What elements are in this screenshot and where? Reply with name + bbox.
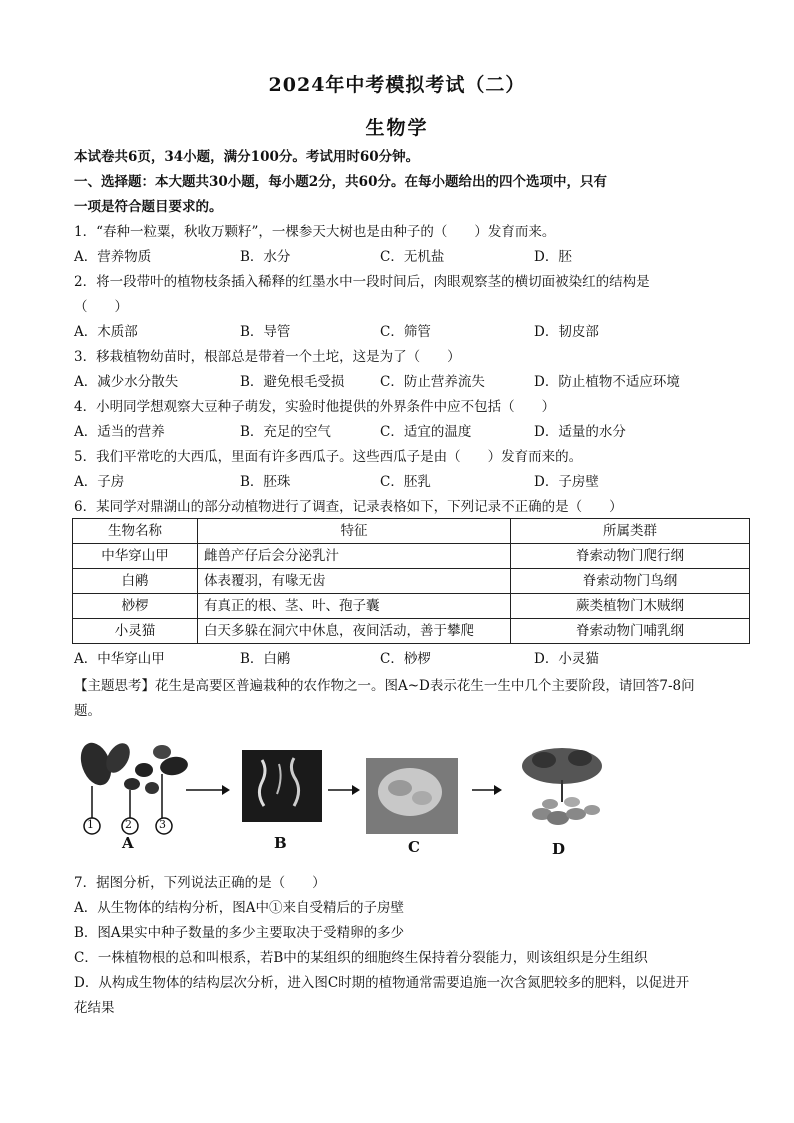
question-1-option-d: D．胚	[534, 249, 572, 265]
section-heading-line1: 一、选择题：本大题共30小题，每小题2分，共60分。在每小题给出的四个选项中，只有	[74, 174, 607, 190]
question-7-option-d: D．从构成生物体的结构层次分析，进入图C时期的植物通常需要追施一次含氮肥较多的肥料，以促进开	[74, 975, 690, 991]
theme-intro-line1: 【主题思考】花生是高要区普遍栽种的农作物之一。图A~D表示花生一生中几个主要阶段，请回答7-8问	[74, 678, 695, 694]
table-cell: 蕨类植物门木贼纲	[511, 594, 750, 619]
question-1-option-b: B．水分	[240, 249, 291, 265]
question-7-option-d-cont: 花结果	[74, 1000, 115, 1016]
figure-label-b: B	[274, 834, 287, 852]
question-4-option-a: A．适当的营养	[74, 424, 165, 440]
question-6-option-d: D．小灵猫	[534, 651, 599, 667]
figure-c-seedling	[366, 758, 458, 834]
question-1-option-c: C．无机盐	[380, 249, 445, 265]
question-5-option-b: B．胚珠	[240, 474, 291, 490]
question-7-option-b: B．图A果实中种子数量的多少主要取决于受精卵的多少	[74, 925, 405, 941]
question-4-option-d: D．适量的水分	[534, 424, 626, 440]
question-2-option-a: A．木质部	[74, 324, 138, 340]
question-7-option-c: C．一株植物根的总和叫根系，若B中的某组织的细胞终生保持着分裂能力，则该组织是分生组织	[74, 950, 648, 966]
question-4-option-b: B．充足的空气	[240, 424, 331, 440]
survey-table	[72, 518, 750, 644]
figure-label-a: A	[122, 834, 134, 852]
table-cell: 小灵猫	[73, 619, 198, 644]
question-3-stem: 3．移栽植物幼苗时，根部总是带着一个土坨，这是为了（ ）	[74, 349, 461, 365]
marker-2: 2	[125, 818, 132, 831]
question-4-stem: 4．小明同学想观察大豆种子萌发，实验时他提供的外界条件中应不包括（ ）	[74, 399, 556, 415]
question-5-option-a: A．子房	[74, 474, 125, 490]
question-1-stem: 1．“春种一粒粟，秋收万颗籽”，一棵参天大树也是由种子的（ ）发育而来。	[74, 224, 556, 240]
table-cell: 雌兽产仔后会分泌乳汁	[198, 544, 511, 569]
theme-intro-line2: 题。	[74, 703, 101, 719]
question-6-option-b: B．白鹇	[240, 651, 291, 667]
table-header-cell: 特征	[198, 519, 511, 544]
peanut-lifecycle-figure	[74, 730, 654, 862]
table-row	[73, 569, 750, 594]
table-header-cell: 生物名称	[73, 519, 198, 544]
table-row	[73, 619, 750, 644]
question-2-stem-cont: （ ）	[74, 299, 128, 315]
question-6-option-a: A．中华穿山甲	[74, 651, 165, 667]
table-cell: 桫椤	[73, 594, 198, 619]
question-7-option-a: A．从生物体的结构分析，图A中①来自受精后的子房壁	[74, 900, 404, 916]
question-4-options	[74, 422, 724, 442]
figure-label-d: D	[552, 840, 566, 858]
question-2-option-c: C．筛管	[380, 324, 431, 340]
table-cell: 体表覆羽，有喙无齿	[198, 569, 511, 594]
table-header-row	[73, 519, 750, 544]
table-row	[73, 594, 750, 619]
question-1-option-a: A．营养物质	[74, 249, 152, 265]
question-3-options	[74, 372, 724, 392]
table-cell: 脊索动物门鸟纲	[511, 569, 750, 594]
question-1-options	[74, 247, 724, 267]
question-5-stem: 5．我们平常吃的大西瓜，里面有许多西瓜子。这些西瓜子是由（ ）发育而来的。	[74, 449, 583, 465]
exam-title: 2024年中考模拟考试（二）	[268, 74, 526, 96]
question-4-option-c: C．适宜的温度	[380, 424, 472, 440]
table-cell: 脊索动物门哺乳纲	[511, 619, 750, 644]
question-6-options	[74, 649, 724, 669]
question-6-stem: 6．某同学对鼎湖山的部分动植物进行了调查，记录表格如下，下列记录不正确的是（ ）	[74, 499, 623, 515]
table-cell: 白天多躲在洞穴中休息，夜间活动，善于攀爬	[198, 619, 511, 644]
marker-1: 1	[87, 818, 94, 831]
question-5-option-d: D．子房壁	[534, 474, 599, 490]
table-cell: 白鹇	[73, 569, 198, 594]
table-cell: 脊索动物门爬行纲	[511, 544, 750, 569]
question-2-options	[74, 322, 724, 342]
exam-intro: 本试卷共6页，34小题，满分100分。考试用时60分钟。	[74, 149, 420, 165]
figure-label-c: C	[408, 838, 420, 856]
section-heading-line2: 一项是符合题目要求的。	[74, 199, 223, 215]
table-header-cell: 所属类群	[511, 519, 750, 544]
marker-3: 3	[159, 818, 166, 831]
figure-b-germination	[242, 750, 322, 822]
question-3-option-d: D．防止植物不适应环境	[534, 374, 680, 390]
question-2-option-b: B．导管	[240, 324, 291, 340]
table-row	[73, 544, 750, 569]
figure-d-mature-plant	[522, 748, 602, 825]
question-2-stem: 2．将一段带叶的植物枝条插入稀释的红墨水中一段时间后，肉眼观察茎的横切面被染红的结构是	[74, 274, 650, 290]
table-cell: 有真正的根、茎、叶、孢子囊	[198, 594, 511, 619]
peanut-lifecycle-drawing	[74, 730, 654, 862]
question-3-option-b: B．避免根毛受损	[240, 374, 345, 390]
arrow-icon	[328, 785, 360, 795]
question-7-stem: 7．据图分析，下列说法正确的是（ ）	[74, 875, 326, 891]
arrow-icon	[472, 785, 502, 795]
question-2-option-d: D．韧皮部	[534, 324, 599, 340]
question-3-option-a: A．减少水分散失	[74, 374, 179, 390]
subject-title: 生物学	[365, 117, 429, 139]
question-3-option-c: C．防止营养流失	[380, 374, 485, 390]
table-cell: 中华穿山甲	[73, 544, 198, 569]
question-5-option-c: C．胚乳	[380, 474, 431, 490]
question-5-options	[74, 472, 724, 492]
arrow-icon	[186, 785, 230, 795]
question-6-option-c: C．桫椤	[380, 651, 431, 667]
